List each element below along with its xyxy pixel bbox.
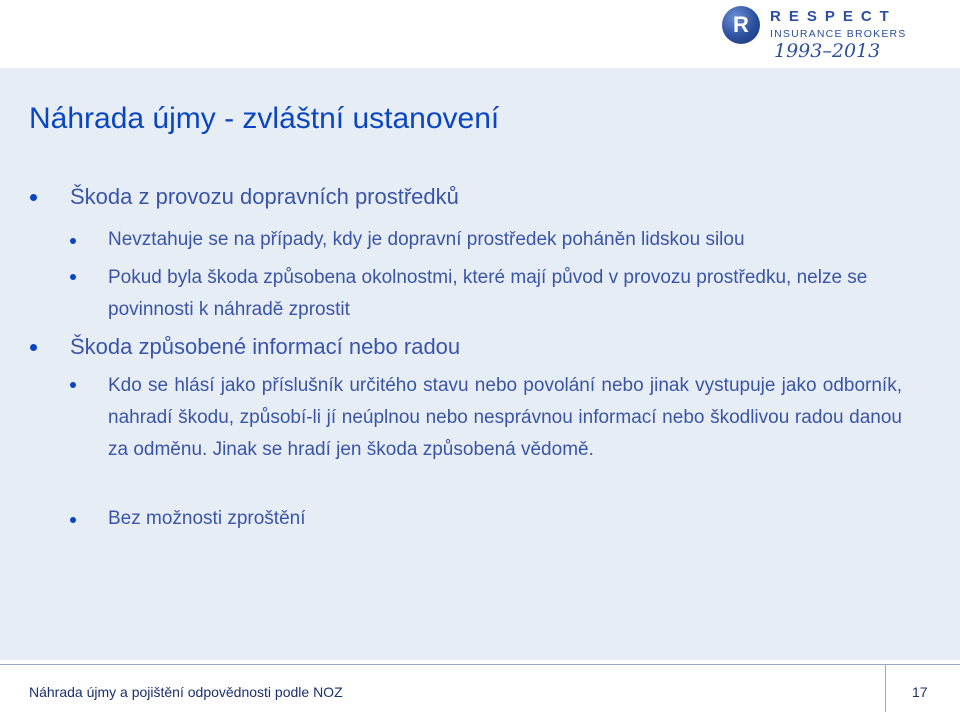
slide-footer xyxy=(0,660,960,727)
bullet-item: Škoda z provozu dopravních prostředků xyxy=(70,184,459,209)
bullet-item: Pokud byla škoda způsobena okolnostmi, které mají původ v provozu prostředku, nelze se povinnosti k náhradě zprostit xyxy=(108,262,908,326)
bullet-item: Bez možnosti zproštění xyxy=(108,508,306,529)
logo-years: 1993–2013 xyxy=(774,40,881,62)
bullet-item: Nevztahuje se na případy, kdy je dopravní prostředek poháněn lidskou silou xyxy=(108,229,745,250)
slide-header xyxy=(0,0,960,68)
slide-content xyxy=(0,68,960,660)
footer-divider xyxy=(885,664,886,712)
bullet-item: Kdo se hlásí jako příslušník určitého stavu nebo povolání nebo jinak vystupuje jako odborník, nahradí škodu, způsobí-li jí neúplnou nebo nesprávnou informací nebo škodlivou radou danou za odměnu. Jinak se hradí jen škoda způsobená vědomě. xyxy=(108,370,902,466)
respect-logo xyxy=(722,4,932,66)
slide-title: Náhrada újmy - zvláštní ustanovení xyxy=(29,102,500,135)
logo-r-icon: R xyxy=(722,6,760,44)
logo-name: RESPECT xyxy=(770,8,897,25)
footer-separator xyxy=(0,664,960,665)
page-number: 17 xyxy=(912,684,928,700)
bullet-item: Škoda způsobené informací nebo radou xyxy=(70,334,461,359)
footer-text: Náhrada újmy a pojištění odpovědnosti podle NOZ xyxy=(29,684,343,700)
logo-subtitle: INSURANCE BROKERS xyxy=(770,28,907,40)
